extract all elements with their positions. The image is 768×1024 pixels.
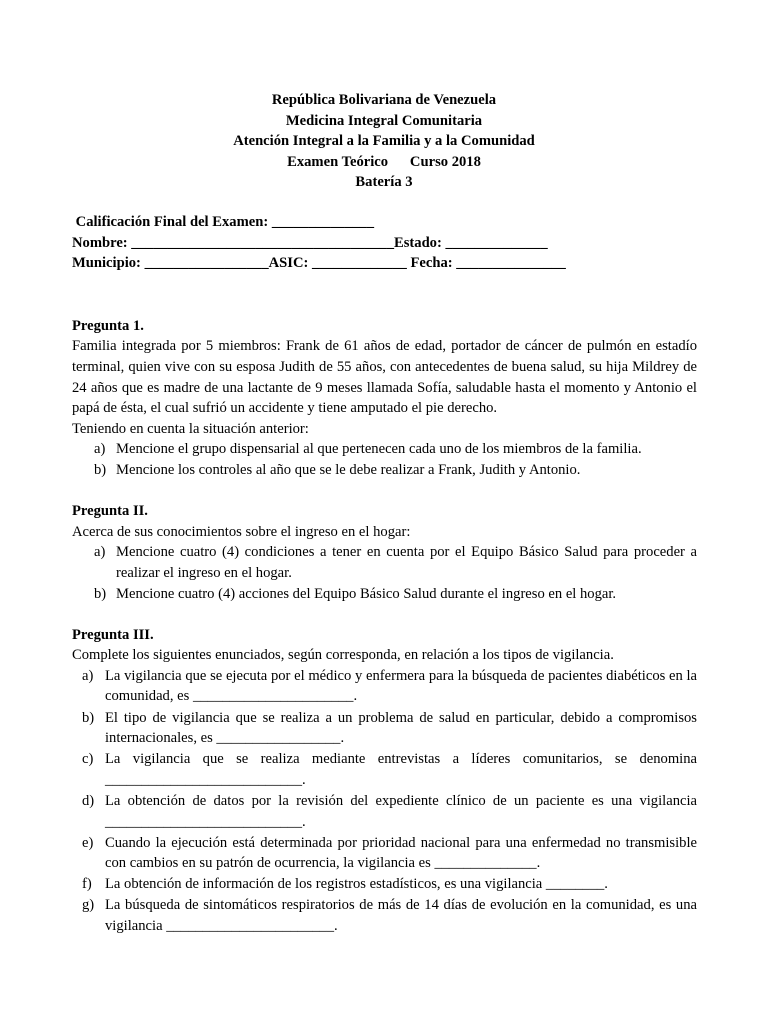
question-3	[72, 625, 697, 937]
list-item	[72, 666, 697, 707]
list-item	[72, 439, 697, 460]
list-item	[72, 895, 697, 936]
question-2-title: Pregunta II.	[72, 503, 148, 520]
question-1-case-text: Familia integrada por 5 miembros: Frank de 61 años de edad, portador de cáncer de pulmón en estadío terminal, quien vive con su esposa Judith de 55 años, con antecedentes de buena salud, su hija Mildrey de 24 años que es madre de una lactante de 9 meses llamada Sofía, saludable hasta el momento y Antonio el papá de ésta, el cual sufrió un accidente y tiene amputado el pie derecho.	[72, 338, 697, 417]
document-body	[72, 212, 697, 937]
question-3-title: Pregunta III.	[72, 626, 154, 643]
name-state-field: Nombre: ____________________________________Estado: ______________	[72, 234, 548, 251]
list-item	[72, 460, 697, 481]
item-marker: g)	[82, 897, 95, 914]
item-marker: a)	[94, 441, 106, 458]
item-marker: f)	[82, 876, 92, 893]
list-item	[72, 542, 697, 583]
header-battery: Batería 3	[355, 174, 413, 190]
grade-field: Calificación Final del Examen: ______________	[72, 214, 375, 230]
item-text: La búsqueda de sintomáticos respiratorios de más de 14 días de evolución en la comunidad, es una vigilancia _______________________.	[105, 897, 697, 934]
item-text: El tipo de vigilancia que se realiza a un problema de salud en particular, debido a compromisos internacionales, es _________________.	[105, 709, 697, 747]
item-text: Mencione los controles al año que se le debe realizar a Frank, Judith y Antonio.	[116, 461, 581, 478]
list-item	[72, 584, 697, 605]
question-2-items	[72, 542, 697, 604]
item-marker: b)	[94, 461, 107, 478]
list-item	[72, 749, 697, 790]
question-2-lead: Acerca de sus conocimientos sobre el ingreso en el hogar:	[72, 523, 411, 540]
item-text: Mencione cuatro (4) condiciones a tener en cuenta por el Equipo Básico Salud para proceder a realizar el ingreso en el hogar.	[116, 544, 697, 581]
item-marker: b)	[94, 585, 107, 602]
item-text: Cuando la ejecución está determinada por prioridad nacional para una enfermedad no transmisible con cambios en su patrón de ocurrencia, la vigilancia es ______________.	[105, 834, 697, 872]
item-marker: d)	[82, 792, 95, 809]
header-subject: Atención Integral a la Familia y a la Comunidad	[233, 133, 535, 149]
item-text: La obtención de datos por la revisión del expediente clínico de un paciente es una vigilancia ___________________________.	[105, 792, 697, 830]
item-marker: c)	[82, 751, 94, 768]
document-header	[0, 90, 768, 193]
list-item	[72, 791, 697, 832]
list-item	[72, 874, 697, 895]
item-text: Mencione el grupo dispensarial al que pertenecen cada uno de los miembros de la familia.	[116, 441, 642, 458]
header-exam-course: Examen Teórico Curso 2018	[287, 153, 481, 170]
list-item	[72, 833, 697, 874]
item-text: Mencione cuatro (4) acciones del Equipo Básico Salud durante el ingreso en el hogar.	[116, 585, 617, 602]
question-1-items	[72, 439, 697, 480]
item-marker: b)	[82, 709, 95, 726]
item-text: La vigilancia que se realiza mediante entrevistas a líderes comunitarios, se denomina ___________________________.	[105, 751, 697, 788]
item-marker: a)	[94, 544, 106, 561]
item-text: La vigilancia que se ejecuta por el médico y enfermera para la búsqueda de pacientes diabéticos en la comunidad, es ______________________.	[105, 667, 697, 705]
item-text: La obtención de información de los registros estadísticos, es una vigilancia ________.	[105, 876, 608, 893]
question-3-items	[72, 666, 697, 937]
item-marker: a)	[82, 667, 94, 684]
list-item	[72, 708, 697, 749]
question-2	[72, 501, 697, 604]
municipality-asic-date-field: Municipio: _________________ASIC: _____________ Fecha: _______________	[72, 255, 566, 272]
question-1-title: Pregunta 1.	[72, 317, 144, 334]
question-1	[72, 316, 697, 481]
header-program: Medicina Integral Comunitaria	[285, 112, 483, 129]
question-3-lead: Complete los siguientes enunciados, según corresponda, en relación a los tipos de vigilancia.	[72, 647, 614, 664]
header-republic: República Bolivariana de Venezuela	[271, 92, 497, 108]
question-1-lead: Teniendo en cuenta la situación anterior:	[72, 420, 309, 437]
item-marker: e)	[82, 834, 94, 851]
